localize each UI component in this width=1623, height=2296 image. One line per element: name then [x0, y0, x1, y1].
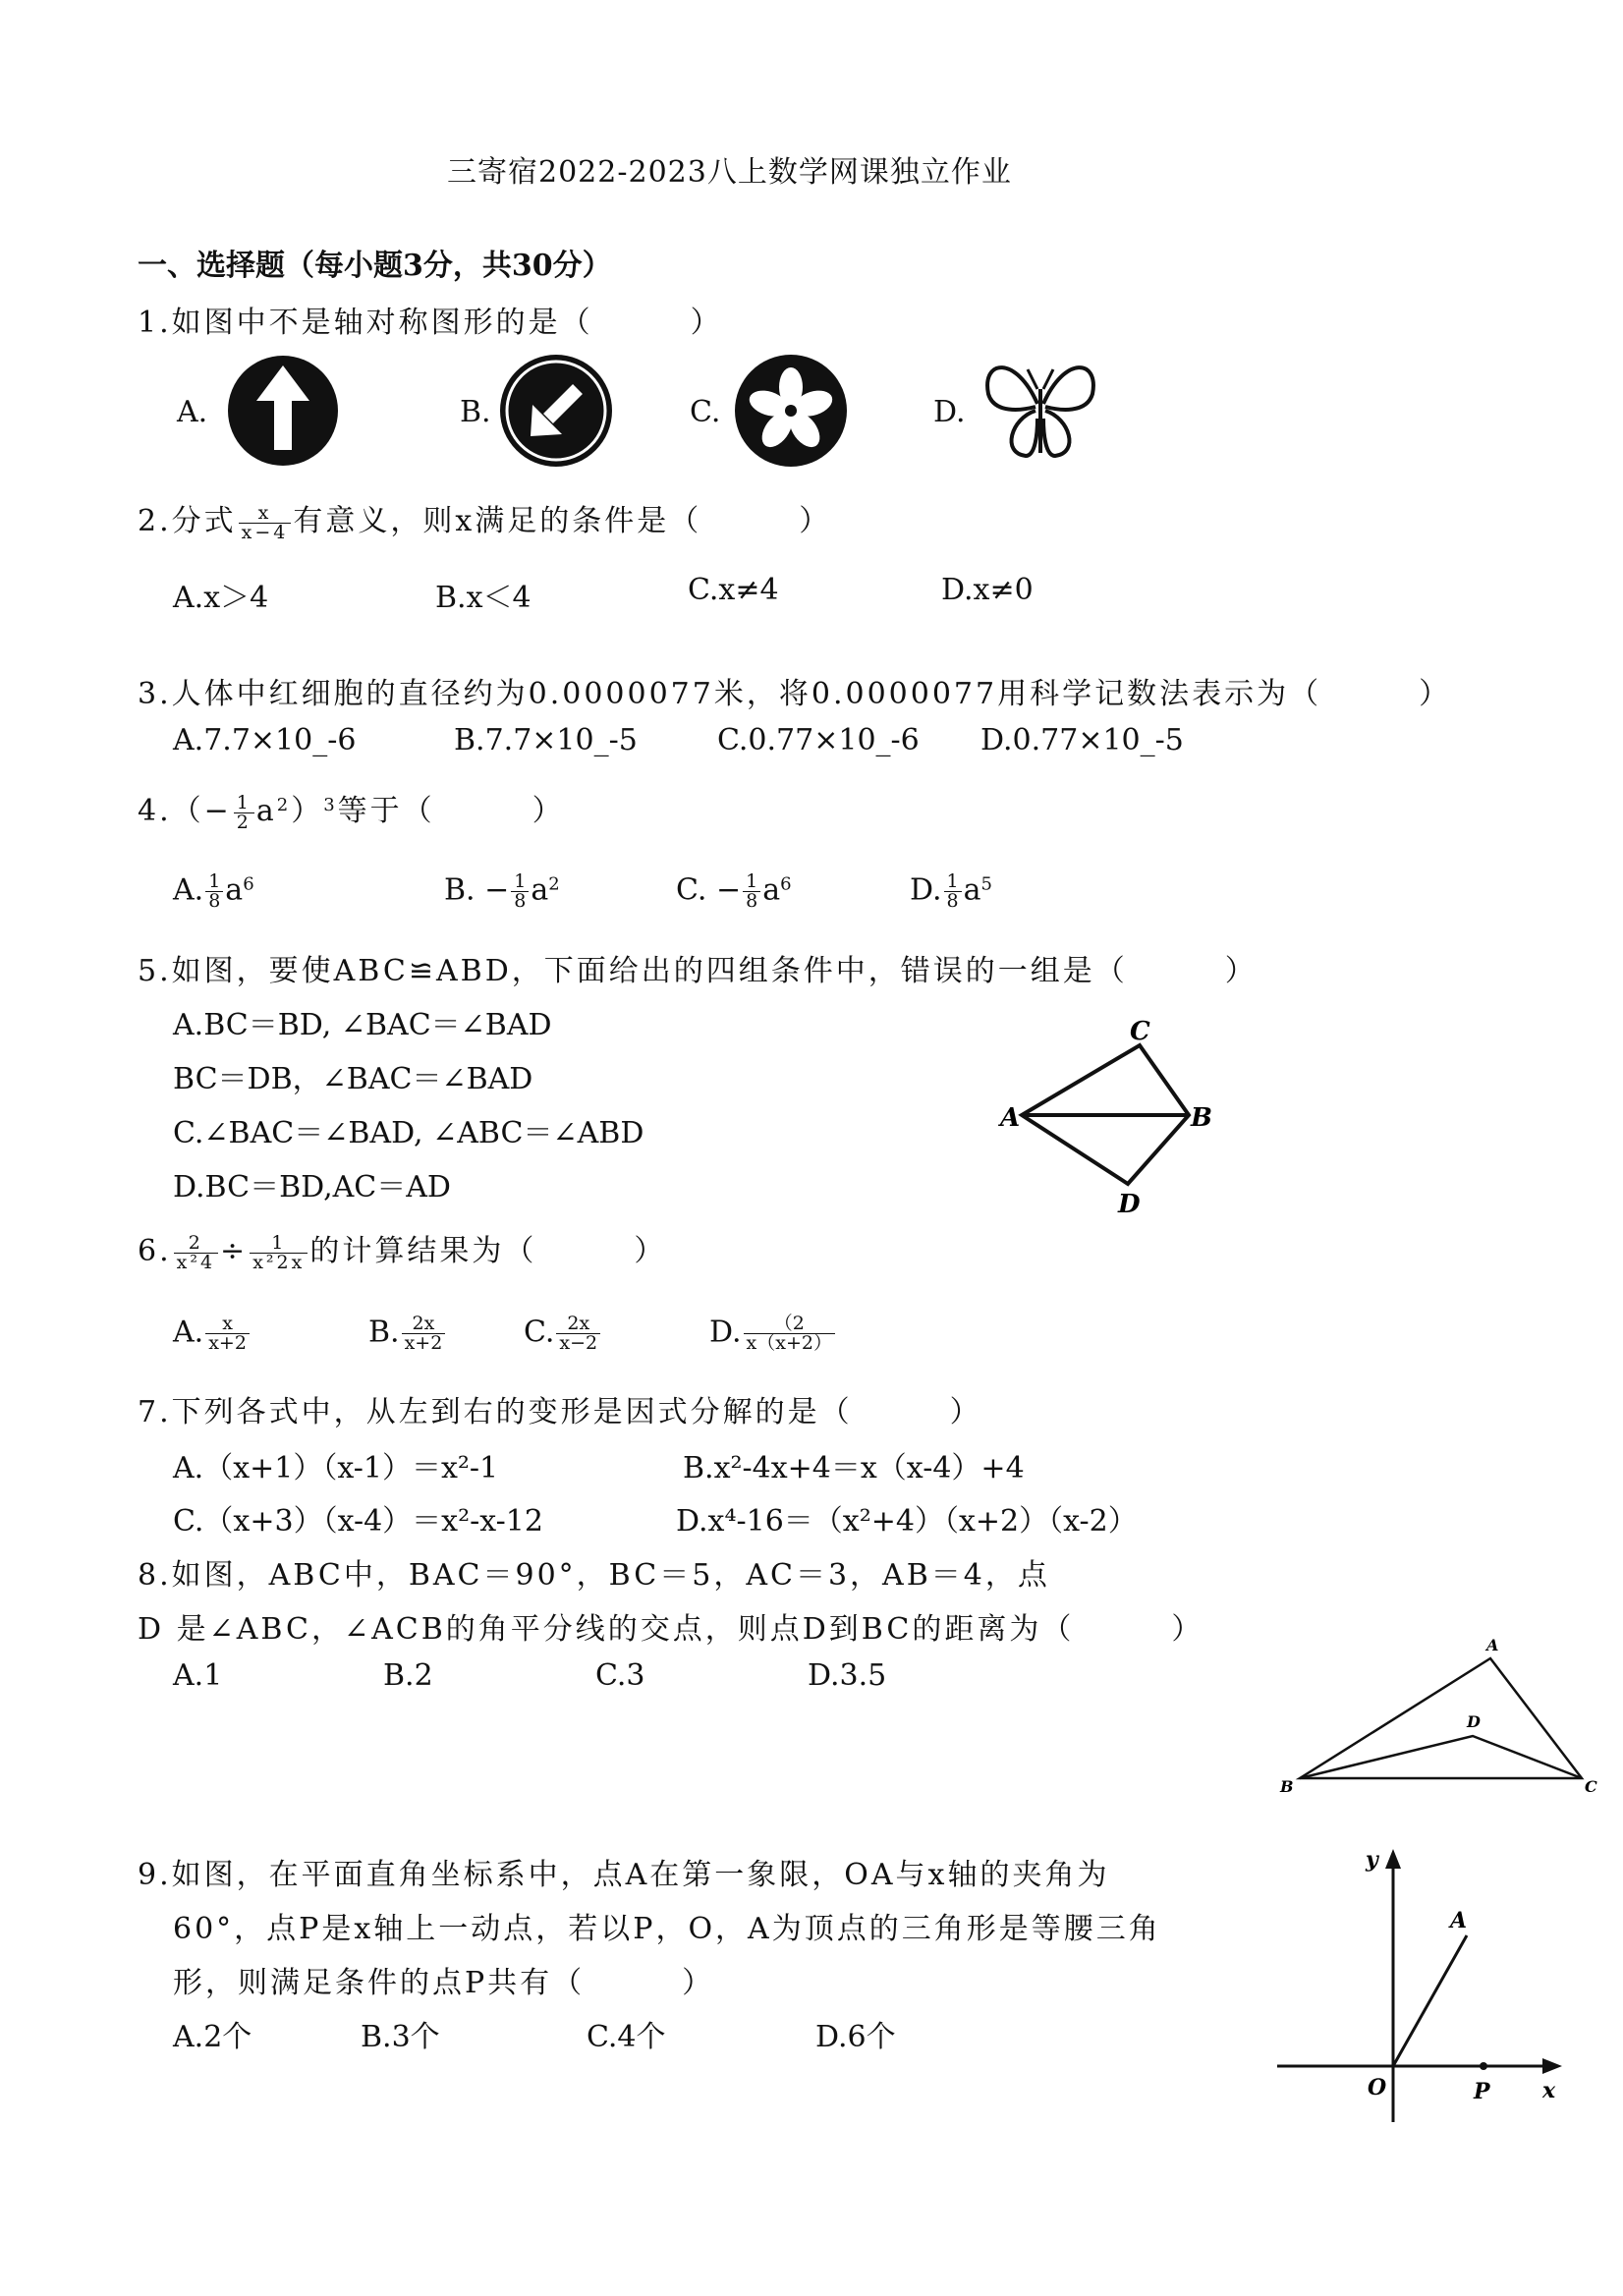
q2-option-c: C.x≠4: [688, 573, 779, 607]
page-title: 三寄宿2022-2023八上数学网课独立作业: [447, 155, 1012, 190]
q3-option-a: A.7.7×10_-6: [173, 723, 357, 757]
question-9-stem-line3: 形，则满足条件的点P共有（ ）: [173, 1966, 715, 2000]
q5-label-d: D: [1118, 1190, 1141, 1218]
q5-option-a: A.BC＝BD, ∠BAC＝∠BAD: [173, 1008, 552, 1042]
question-7-stem: 7.下列各式中，从左到右的变形是因式分解的是（ ）: [138, 1395, 982, 1429]
q1-option-a-label: A.: [177, 395, 208, 429]
q5-option-d: D.BC＝BD,AC＝AD: [173, 1170, 451, 1204]
q8-label-a: A: [1486, 1636, 1499, 1654]
q1-figure-bauhinia-flower: [732, 352, 850, 470]
q5-option-b: BC＝DB，∠BAC＝∠BAD: [173, 1062, 533, 1096]
section-heading: 一、选择题（每小题3分，共30分）: [138, 249, 612, 283]
q4-option-c: C. − $\frac{1}{8}$ $a^6$: [676, 870, 792, 912]
q5-option-c: C.∠BAC＝∠BAD, ∠ABC＝∠ABD: [173, 1116, 644, 1150]
q5-label-a: A: [1000, 1103, 1021, 1133]
question-1-stem: 1.如图中不是轴对称图形的是（ ）: [138, 306, 723, 340]
q9-option-c: C.4个: [587, 2020, 666, 2054]
q9-label-p: P: [1474, 2079, 1490, 2104]
q3-option-c: C.0.77×10_-6: [717, 723, 920, 757]
question-9-stem-line2: 60°，点P是x轴上一动点，若以P，O，A为顶点的三角形是等腰三角: [173, 1912, 1161, 1946]
question-4-stem: 4.（− $\frac{1}{2}$ $a^2)^3$等于（ ）: [138, 791, 565, 833]
q1-figure-down-left-arrow-sign: [497, 352, 615, 470]
q9-option-a: A.2个: [173, 2020, 252, 2054]
q8-option-a: A.1: [173, 1658, 223, 1693]
q8-option-c: C.3: [595, 1658, 645, 1693]
q2-option-d: D.x≠0: [941, 573, 1034, 607]
q7-option-b: B.x²-4x+4＝x（x-4）+4: [683, 1451, 1025, 1485]
question-6-stem: 6. $\frac{2}{\text{x²4}}$ ÷ $\frac{1}{\text{x²2x}}$ 的计算结果为（ ）: [138, 1231, 667, 1273]
question-8-stem-line2: D 是∠ABC，∠ACB的角平分线的交点，则点D到BC的距离为（ ）: [138, 1612, 1204, 1647]
question-8-stem-line1: 8.如图，ABC中，BAC＝90°，BC＝5，AC＝3，AB＝4，点: [138, 1558, 1050, 1593]
question-2-stem: 2.分式 $\frac{x}{x-4}$ 有意义，则x满足的条件是（ ）: [138, 501, 832, 543]
q9-option-d: D.6个: [815, 2020, 896, 2054]
q2-option-b: B.x＜4: [435, 581, 532, 615]
q1-option-b-label: B.: [460, 395, 491, 429]
q3-option-b: B.7.7×10_-5: [454, 723, 638, 757]
q8-triangle-figure: [1272, 1631, 1611, 1803]
q8-label-b: B: [1280, 1777, 1294, 1796]
q4-option-b: B. − $\frac{1}{8}$ $a^2$: [444, 870, 560, 912]
q1-figure-up-arrow-sign: [224, 352, 342, 470]
q9-coordinate-figure: [1277, 1837, 1572, 2132]
q6-option-c: C. $\frac{2x}{x-2}$: [524, 1315, 602, 1353]
q9-label-x: x: [1542, 2078, 1556, 2103]
q8-option-b: B.2: [383, 1658, 433, 1693]
q4-option-a: A. $\frac{1}{8}$ $a^6$: [173, 870, 254, 912]
q8-label-c: C: [1585, 1777, 1597, 1796]
question-5-stem: 5.如图，要使ABC≌ABD，下面给出的四组条件中，错误的一组是（ ）: [138, 954, 1258, 988]
q8-label-d: D: [1467, 1712, 1481, 1731]
q7-option-a: A.（x+1）（x-1）＝x²-1: [173, 1451, 499, 1485]
q9-option-b: B.3个: [361, 2020, 440, 2054]
q7-option-c: C.（x+3）（x-4）＝x²-x-12: [173, 1504, 543, 1539]
q1-option-d-label: D.: [933, 395, 966, 429]
question-3-stem: 3.人体中红细胞的直径约为0.0000077米，将0.0000077用科学记数法表示为（ ）: [138, 677, 1452, 711]
q7-option-d: D.x⁴-16＝（x²+4）（x+2）（x-2）: [676, 1504, 1138, 1539]
q6-option-a: A. $\frac{x}{x+2}$: [173, 1315, 252, 1353]
q8-option-d: D.3.5: [808, 1658, 887, 1693]
question-9-stem-line1: 9.如图，在平面直角坐标系中，点A在第一象限，OA与x轴的夹角为: [138, 1858, 1110, 1892]
q3-option-d: D.0.77×10_-5: [980, 723, 1184, 757]
q5-label-b: B: [1191, 1103, 1212, 1133]
q5-triangle-figure: [982, 1012, 1238, 1218]
q1-option-c-label: C.: [690, 395, 721, 429]
q9-label-o: O: [1368, 2075, 1387, 2100]
q6-option-d: D. $\frac{(2}{x(x+2)}$: [709, 1315, 837, 1353]
q1-figure-butterfly: [977, 350, 1104, 468]
q2-option-a: A.x＞4: [173, 581, 269, 615]
q9-label-y: y: [1366, 1847, 1378, 1873]
q5-label-c: C: [1130, 1017, 1150, 1046]
q6-option-b: B. $\frac{2x}{x+2}$: [368, 1315, 447, 1353]
q4-option-d: D. $\frac{1}{8}$ $a^5$: [910, 870, 992, 912]
q9-label-a: A: [1450, 1908, 1468, 1933]
q2-fraction: $\frac{x}{x-4}$: [239, 504, 292, 542]
